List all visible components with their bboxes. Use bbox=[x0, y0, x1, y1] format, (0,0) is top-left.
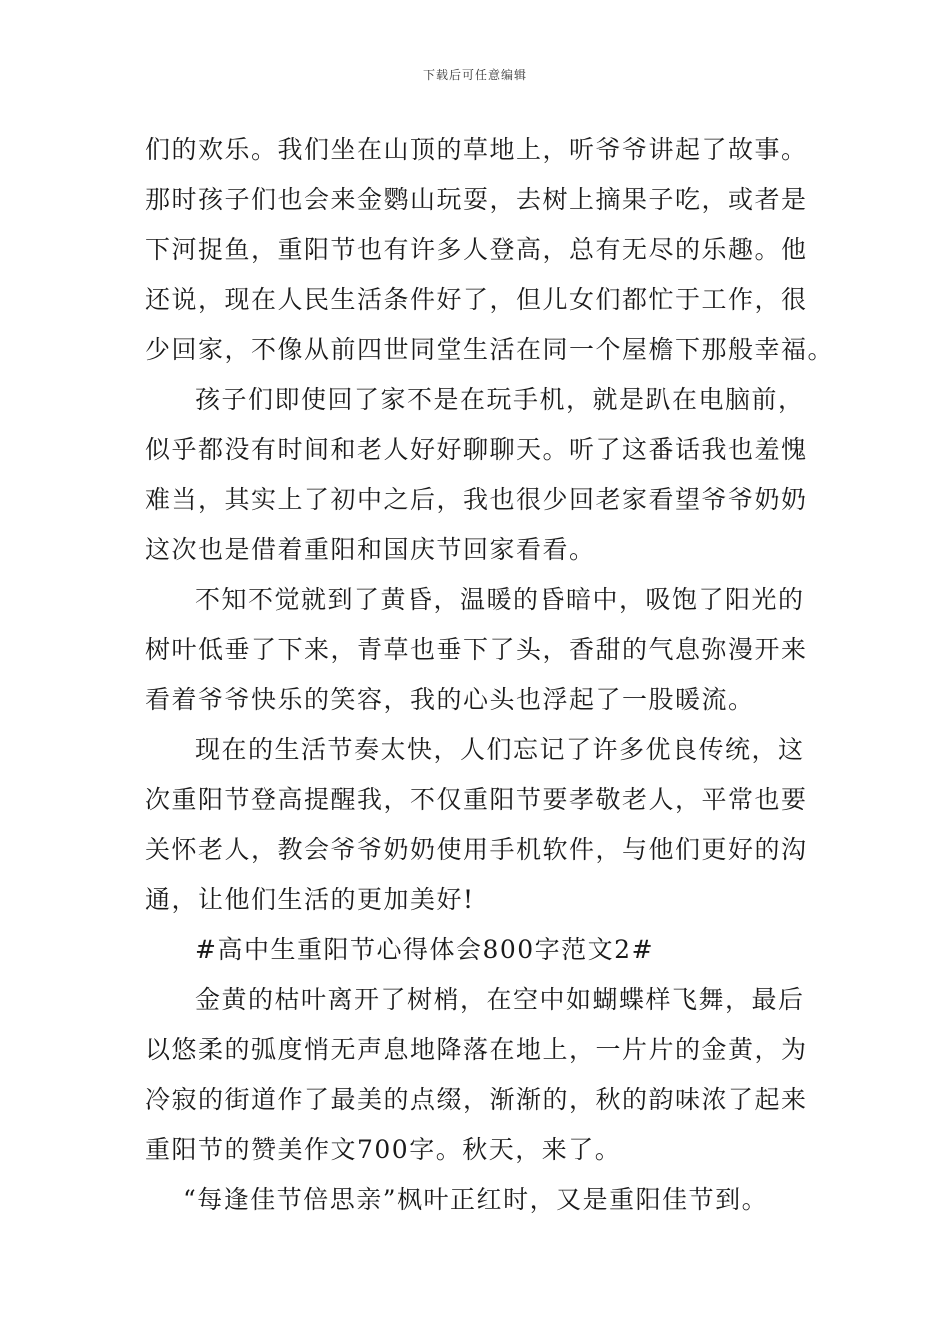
text-line: 似乎都没有时间和老人好好聊聊天。听了这番话我也羞愧 bbox=[145, 435, 808, 464]
text-line: 们的欢乐。我们坐在山顶的草地上，听爷爷讲起了故事。 bbox=[145, 135, 808, 164]
text-line: 以悠柔的弧度悄无声息地降落在地上，一片片的金黄，为 bbox=[145, 1035, 808, 1064]
paragraph-start-line: 金黄的枯叶离开了树梢，在空中如蝴蝶样飞舞，最后 bbox=[195, 985, 805, 1014]
paragraph-start-line: “每逢佳节倍思亲”枫叶正红时，又是重阳佳节到。 bbox=[183, 1185, 769, 1214]
text-line: 这次也是借着重阳和国庆节回家看看。 bbox=[145, 535, 596, 564]
text-line: 冷寂的街道作了最美的点缀，渐渐的，秋的韵味浓了起来 bbox=[145, 1085, 808, 1114]
text-line: 还说，现在人民生活条件好了，但儿女们都忙于工作，很 bbox=[145, 285, 808, 314]
text-line: 树叶低垂了下来，青草也垂下了头，香甜的气息弥漫开来 bbox=[145, 635, 808, 664]
header-note: 下载后可任意编辑 bbox=[422, 68, 527, 82]
text-line: 少回家，不像从前四世同堂生活在同一个屋檐下那般幸福。 bbox=[145, 335, 835, 364]
text-line: 那时孩子们也会来金鹦山玩耍，去树上摘果子吃，或者是 bbox=[145, 185, 808, 214]
text-line: 次重阳节登高提醒我，不仅重阳节要孝敬老人，平常也要 bbox=[145, 785, 808, 814]
text-line: 下河捉鱼，重阳节也有许多人登高，总有无尽的乐趣。他 bbox=[145, 235, 808, 264]
section-heading: #高中生重阳节心得体会800字范文2# bbox=[195, 935, 655, 964]
text-line: 看着爷爷快乐的笑容，我的心头也浮起了一股暖流。 bbox=[145, 685, 755, 714]
text-line: 重阳节的赞美作文700字。秋天，来了。 bbox=[145, 1135, 622, 1164]
text-line: 关怀老人，教会爷爷奶奶使用手机软件，与他们更好的沟 bbox=[145, 835, 808, 864]
text-line: 通，让他们生活的更加美好! bbox=[145, 885, 475, 914]
paragraph-start-line: 孩子们即使回了家不是在玩手机，就是趴在电脑前， bbox=[195, 385, 805, 414]
text-line: 难当，其实上了初中之后，我也很少回老家看望爷爷奶奶 bbox=[145, 485, 808, 514]
body-text bbox=[145, 125, 835, 1225]
paragraph-start-line: 不知不觉就到了黄昏，温暖的昏暗中，吸饱了阳光的 bbox=[195, 585, 805, 614]
paragraph-start-line: 现在的生活节奏太快，人们忘记了许多优良传统，这 bbox=[195, 735, 805, 764]
